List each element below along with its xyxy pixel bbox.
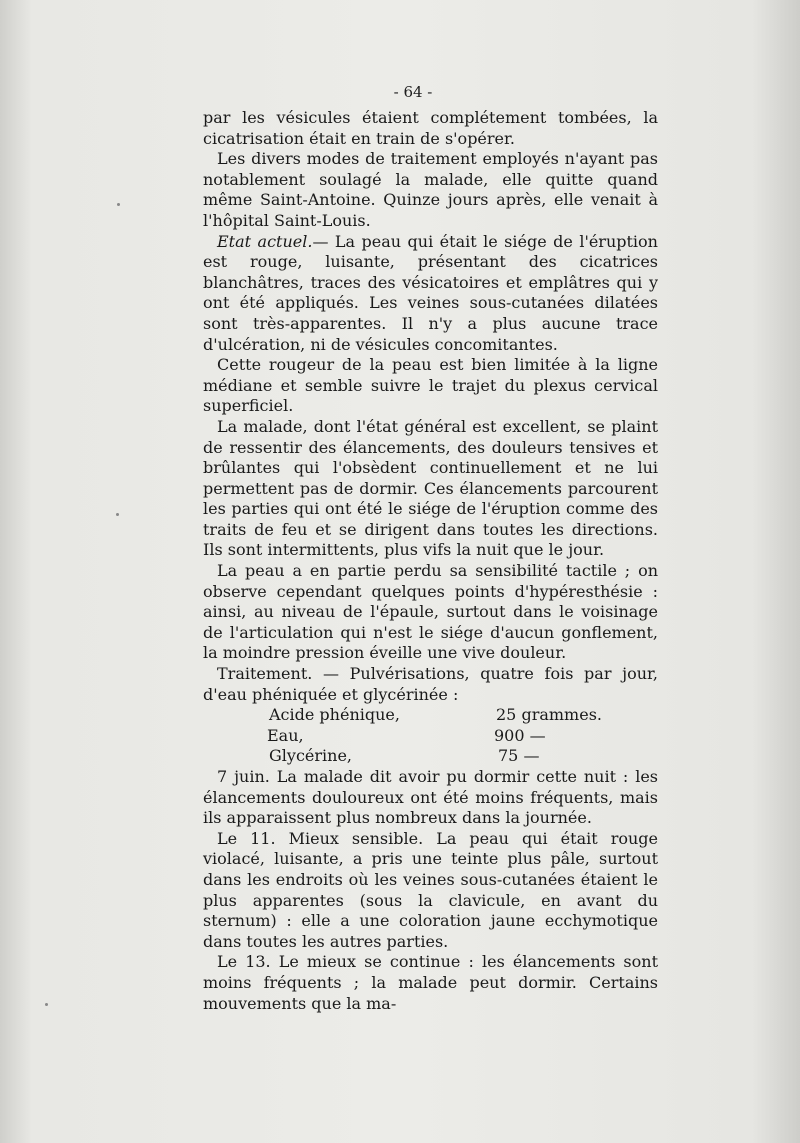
paragraph: Les divers modes de traitement employés n'ayant pas notablement soulagé la malade, elle quitte quand même Saint-Antoine. Quinze jours après, elle venait à l'hôpital Saint-Louis.	[203, 149, 658, 230]
ingredient: Eau,	[267, 725, 304, 745]
prescription-list	[203, 705, 658, 767]
quantity: 75 —	[498, 746, 540, 766]
section-label: Etat actuel.	[217, 231, 313, 251]
ink-speck	[117, 203, 120, 206]
quantity: 25 grammes.	[496, 705, 602, 725]
paragraph-dated-entry: 7 juin. La malade dit avoir pu dormir cette nuit : les élancements douloureux ont été moins fréquents, mais ils apparaissent plus nombreux dans la journée.	[203, 767, 658, 828]
paragraph-text: — La peau qui était le siége de l'éruption est rouge, luisante, présentant des cicatrices blanchâtres, traces des vésicatoires et emplâtres qui y ont été appliqués. Les veines sous-cutanées dilatées sont très-apparentes. Il n'y a plus aucune trace d'ulcération, ni de vésicules concomitantes.	[203, 231, 658, 354]
prescription-row	[203, 746, 658, 767]
paragraph-traitement: Traitement. — Pulvérisations, quatre fois par jour, d'eau phéniquée et glycérinée :	[203, 664, 658, 704]
body-text	[203, 108, 658, 1014]
ink-speck	[45, 1003, 48, 1006]
ingredient: Glycérine,	[269, 746, 352, 766]
ink-speck	[116, 513, 119, 516]
paragraph: La peau a en partie perdu sa sensibilité tactile ; on observe cependant quelques points d'hypéresthésie : ainsi, au niveau de l'épaule, surtout dans le voisinage de l'articulation qui n'est le siége d'aucun gonflement, la moindre pression éveille une vive douleur.	[203, 561, 658, 663]
paragraph: Cette rougeur de la peau est bien limitée à la ligne médiane et semble suivre le trajet du plexus cervical superficiel.	[203, 355, 658, 416]
quantity: 900 —	[494, 725, 546, 745]
paragraph-dated-entry: Le 13. Le mieux se continue : les élancements sont moins fréquents ; la malade peut dormir. Certains mouvements que la ma-	[203, 952, 658, 1013]
ingredient: Acide phénique,	[269, 705, 400, 725]
paragraph-etat-actuel	[203, 232, 658, 356]
prescription-row	[203, 705, 658, 726]
paragraph-continuation: par les vésicules étaient complétement tombées, la cicatrisation était en train de s'opérer.	[203, 108, 658, 148]
paragraph: La malade, dont l'état général est excellent, se plaint de ressentir des élancements, des douleurs tensives et brûlantes qui l'obsèdent continuellement et ne lui permettent pas de dormir. Ces élancements parcourent les parties qui ont été le siége de l'éruption comme des traits de feu et se dirigent dans toutes les directions. Ils sont intermittents, plus vifs la nuit que le jour.	[203, 416, 658, 560]
page-number: - 64 -	[393, 83, 433, 101]
prescription-row	[203, 726, 658, 747]
paragraph-dated-entry: Le 11. Mieux sensible. La peau qui était rouge violacé, luisante, a pris une teinte plus pâle, surtout dans les endroits où les veines sous-cutanées étaient le plus apparentes (sous la clavicule, en avant du sternum) : elle a une coloration jaune ecchymotique dans toutes les autres parties.	[203, 828, 658, 951]
